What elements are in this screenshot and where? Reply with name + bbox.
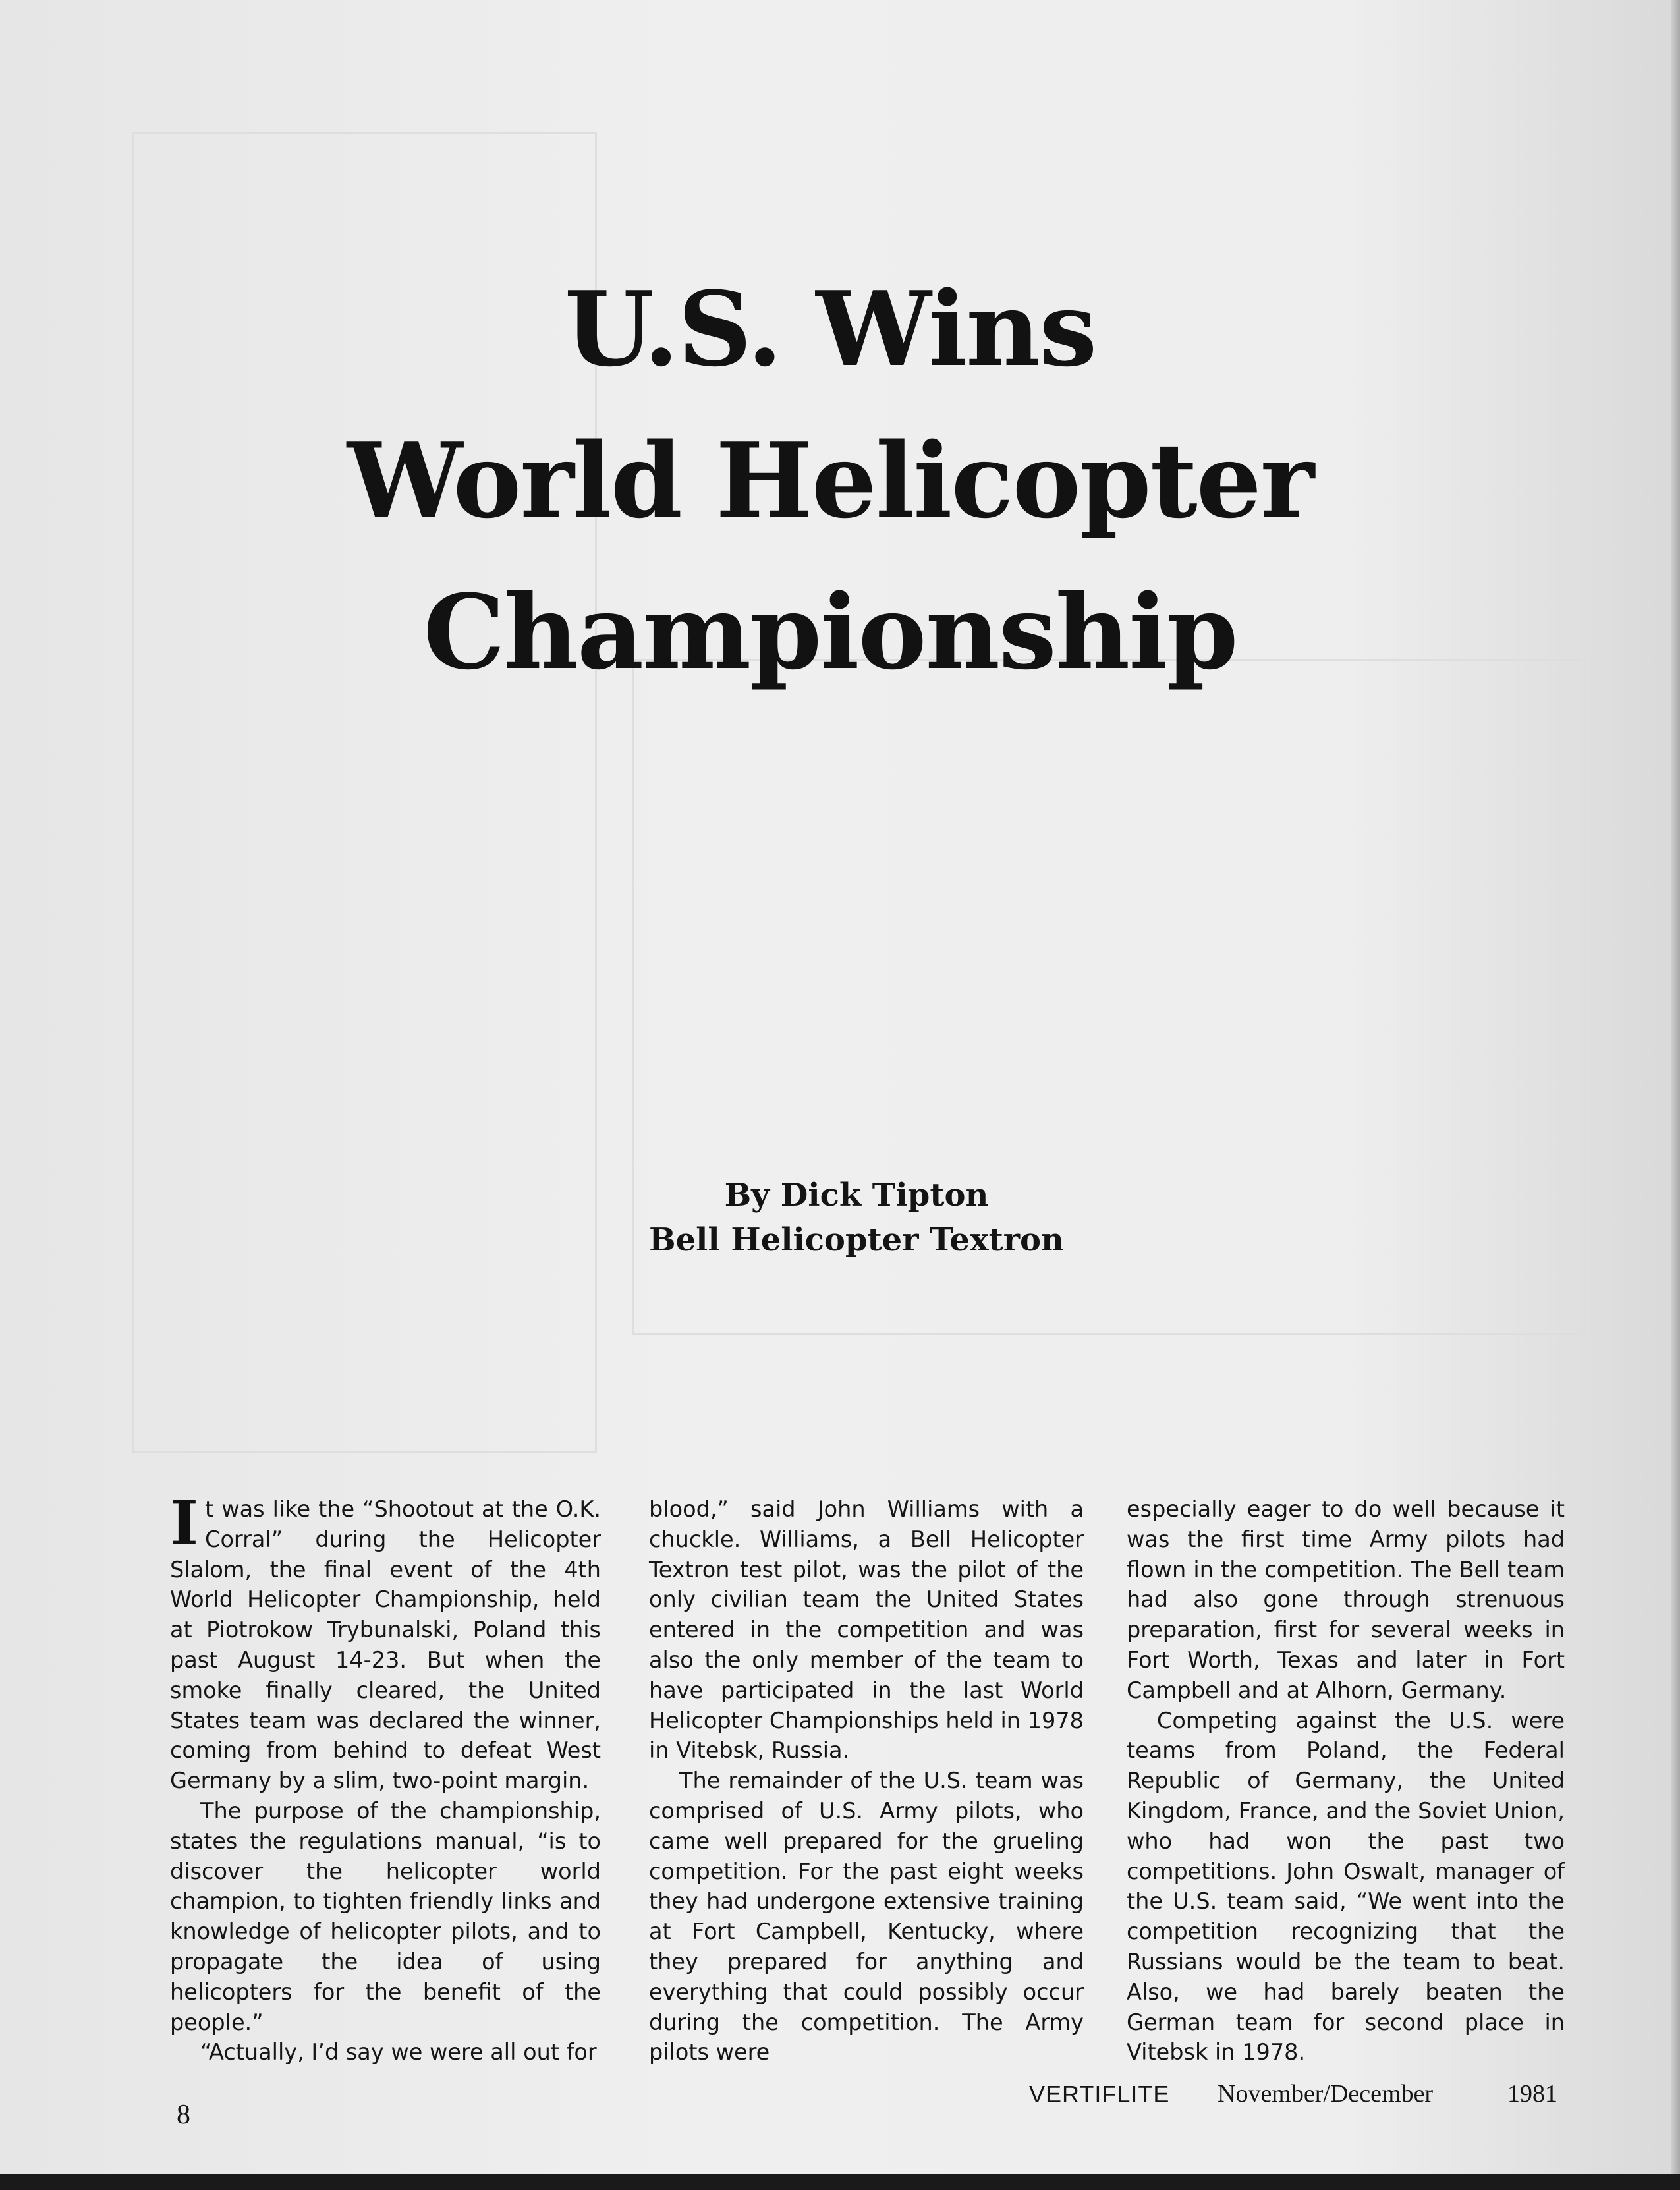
footer-issue: November/December bbox=[1218, 2080, 1434, 2108]
footer-publication: VERTIFLITE bbox=[1029, 2081, 1170, 2108]
page-number: 8 bbox=[177, 2100, 190, 2130]
paragraph: “Actually, I’d say we were all out for bbox=[200, 2039, 597, 2065]
paragraph: blood,” said John Williams with a chuckle. Williams, a Bell Helicopter Textron test pilot, was the pilot of the only civilian team the United States entered in the competition and was also the only member of the team to have participated in the last World Helicopter Championships held in 1978 in Vitebsk, Russia. bbox=[649, 1496, 1084, 1764]
paragraph-text: t was like the “Shootout at the O.K. Corral” during the Helicopter Slalom, the final event of the 4th World Helicopter Championship, held at Piotrokow Trybunalski, Poland this past August 14-23. But when the smoke finally cleared, the United States team was declared the winner, coming from behind to defeat West Germany by a slim, two-point margin. bbox=[170, 1496, 601, 1794]
byline bbox=[527, 1173, 1186, 1262]
paragraph: The purpose of the championship, states the regulations manual, “is to discover the helicopter world champion, to tighten friendly links and knowledge of helicopter pilots, and to propagate the idea of using helicopters for the benefit of the people.” bbox=[170, 1797, 601, 2035]
article-column-1 bbox=[170, 1488, 601, 2067]
byline-author: By Dick Tipton bbox=[724, 1177, 989, 1214]
paragraph bbox=[170, 1488, 601, 1796]
page-bottom-edge bbox=[0, 2174, 1680, 2190]
paragraph: The remainder of the U.S. team was comprised of U.S. Army pilots, who came well prepared for the grueling competition. For the past eight weeks they had undergone extensive training at Fort Campbell, Kentucky, where they prepared for anything and everything that could possibly occur during the competition. The Army pilots were bbox=[649, 1768, 1084, 2065]
paragraph: especially eager to do well because it was the first time Army pilots had flown in the competition. The Bell team had also gone through strenuous preparation, first for several weeks in Fort Worth, Texas and later in Fort Campbell and at Alhorn, Germany. bbox=[1127, 1496, 1565, 1703]
article-column-3 bbox=[1127, 1494, 1565, 2067]
article-column-2 bbox=[649, 1494, 1084, 2067]
title-line-2: World Helicopter bbox=[347, 420, 1314, 541]
footer-year: 1981 bbox=[1507, 2080, 1557, 2108]
byline-affiliation: Bell Helicopter Textron bbox=[649, 1221, 1064, 1258]
title-line-3: Championship bbox=[423, 572, 1237, 692]
drop-cap: I bbox=[170, 1488, 199, 1559]
paragraph: Competing against the U.S. were teams from Poland, the Federal Republic of Germany, the United Kingdom, France, and the Soviet Union, who had won the past two competitions. John Oswalt, manager of the U.S. team said, “We went into the competition recognizing that the Russians would be the team to beat. Also, we had barely beaten the German team for second place in Vitebsk in 1978. bbox=[1127, 1707, 1565, 2065]
title-line-1: U.S. Wins bbox=[564, 269, 1096, 389]
article-title bbox=[198, 254, 1463, 708]
page-right-edge bbox=[1671, 0, 1680, 2190]
